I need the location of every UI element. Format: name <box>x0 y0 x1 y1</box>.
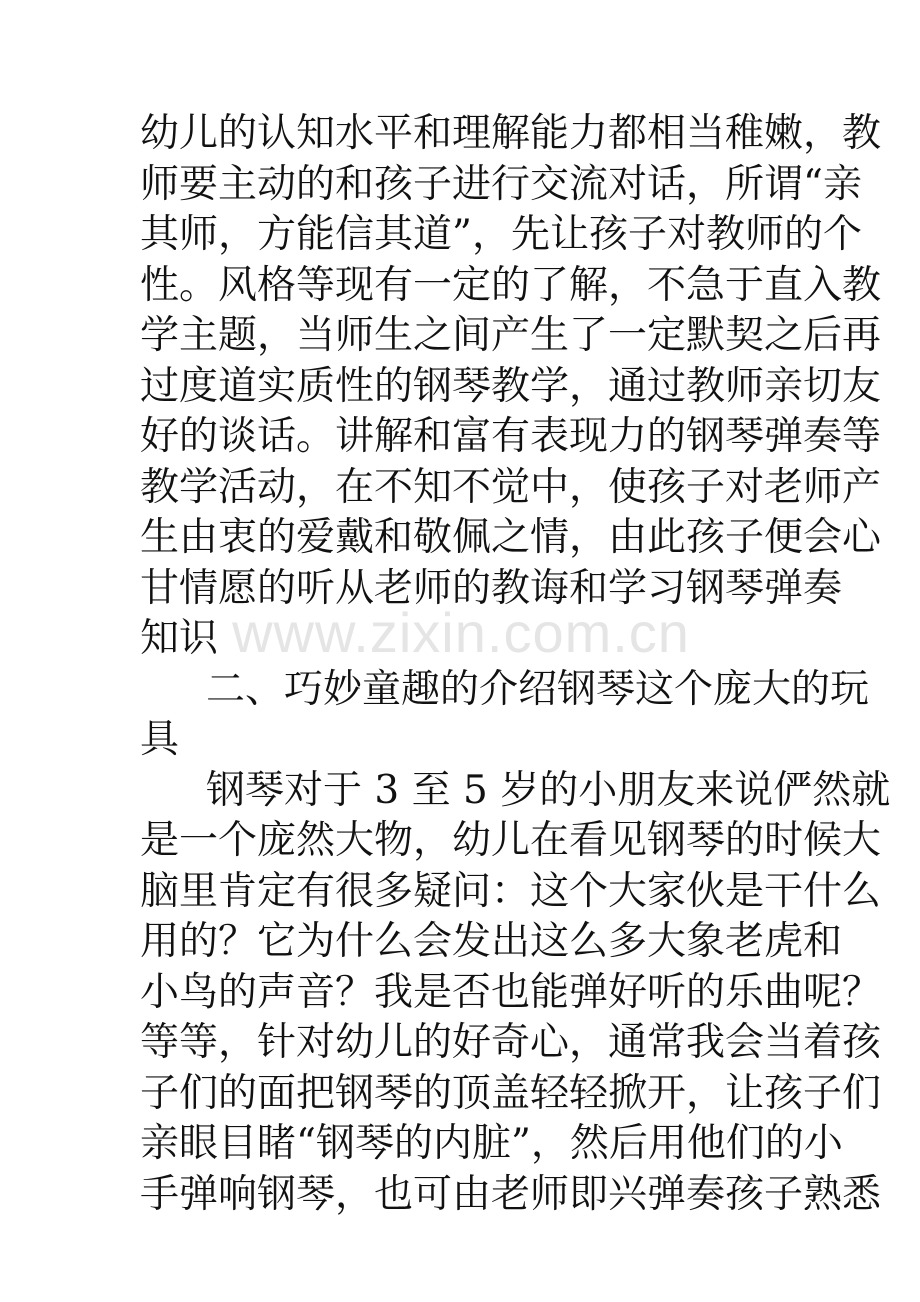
text-line: 学主题，当师生之间产生了一定默契之后再 <box>140 313 882 358</box>
text-line: 用的？它为什么会发出这么多大象老虎和 <box>140 919 843 964</box>
text-line: 二、巧妙童趣的介绍钢琴这个庞大的玩 <box>206 666 870 712</box>
watermark: www.zixin.com.cn <box>232 601 690 664</box>
text-line: 过度道实质性的钢琴教学，通过教师亲切友 <box>140 363 882 409</box>
text-line: 师要主动的和孩子进行交流对话，所谓“亲 <box>140 161 862 207</box>
text-line: 生由衷的爱戴和敬佩之情，由此孩子便会心 <box>140 515 882 560</box>
text-line: 脑里肯定有很多疑问：这个大家伙是干什么 <box>140 868 882 914</box>
text-line: 其师，方能信其道”，先让孩子对教师的个 <box>140 212 862 257</box>
text-line: 亲眼目睹“钢琴的内脏”，然后用他们的小 <box>140 1121 843 1166</box>
text-line: 钢琴对于 3 至 5 岁的小朋友来说俨然就 <box>206 767 891 813</box>
text-line: 知识 <box>140 616 219 661</box>
text-line: 等等，针对幼儿的好奇心，通常我会当着孩 <box>140 1020 882 1065</box>
text-line: 教学活动，在不知不觉中，使孩子对老师产 <box>140 464 882 510</box>
body-text <box>140 109 891 1220</box>
text-line: 是一个庞然大物，幼儿在看见钢琴的时候大 <box>140 818 882 863</box>
text-line: 性。风格等现有一定的了解，不急于直入教 <box>140 262 882 308</box>
text-line: 小鸟的声音？我是否也能弹好听的乐曲呢？ <box>140 969 882 1015</box>
text-line: 手弹响钢琴，也可由老师即兴弹奏孩子熟悉 <box>140 1171 882 1217</box>
text-line: 子们的面把钢琴的顶盖轻轻掀开，让孩子们 <box>140 1070 882 1116</box>
text-line: 具 <box>140 717 180 762</box>
text-line: 甘情愿的听从老师的教诲和学习钢琴弹奏 <box>140 565 843 611</box>
text-line: 好的谈话。讲解和富有表现力的钢琴弹奏等 <box>140 414 882 459</box>
text-line: 幼儿的认知水平和理解能力都相当稚嫩，教 <box>140 111 882 156</box>
